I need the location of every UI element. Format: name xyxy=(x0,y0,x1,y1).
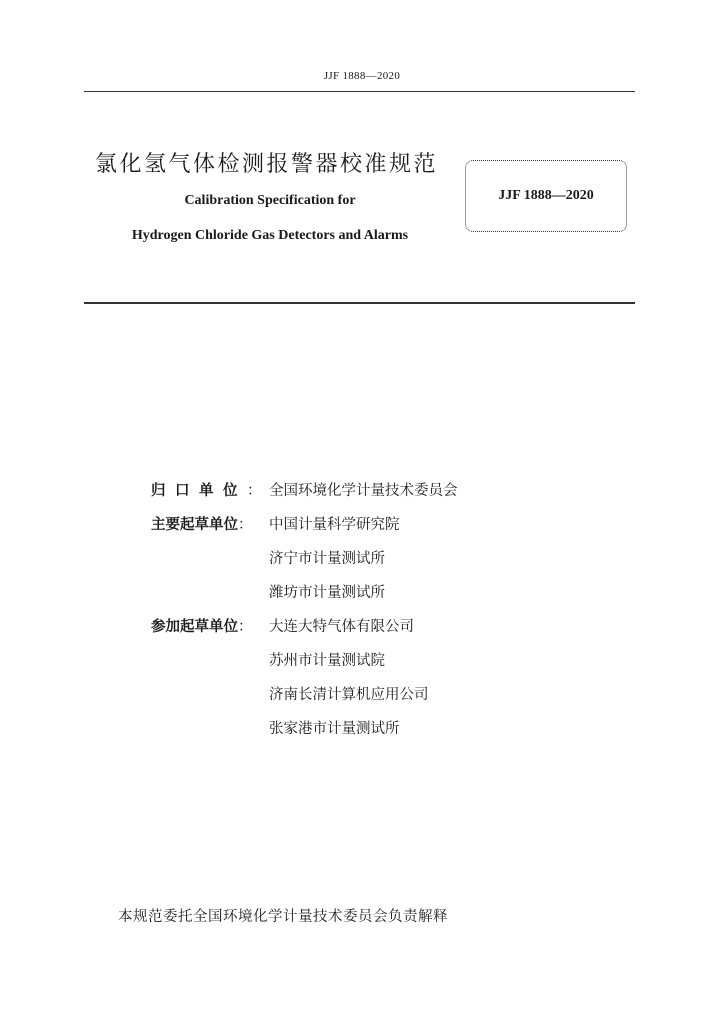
participating-unit-value: 大连大特气体有限公司 xyxy=(269,619,414,635)
header-standard-code: JJF 1888—2020 xyxy=(323,70,401,82)
title-divider xyxy=(84,302,635,304)
header-divider xyxy=(84,91,635,92)
chinese-title: 氯化氢气体检测报警器校准规范 xyxy=(95,152,439,177)
english-title-line-1: Calibration Specification for xyxy=(184,193,356,208)
main-drafting-unit-value: 中国计量科学研究院 xyxy=(269,517,400,533)
english-title-line-2: Hydrogen Chloride Gas Detectors and Alarms xyxy=(131,228,409,243)
responsible-unit-value: 全国环境化学计量技术委员会 xyxy=(269,483,458,499)
main-drafting-unit-label: 主要起草单位： xyxy=(151,517,253,533)
participating-unit-value: 苏州市计量测试院 xyxy=(269,653,385,669)
participating-unit-value: 济南长清计算机应用公司 xyxy=(269,687,429,703)
standard-code-box: JJF 1888—2020 xyxy=(465,160,627,232)
participating-unit-value: 张家港市计量测试所 xyxy=(269,721,400,737)
interpretation-note: 本规范委托全国环境化学计量技术委员会负责解释 xyxy=(118,909,448,925)
main-drafting-unit-value: 潍坊市计量测试所 xyxy=(269,585,385,601)
participating-unit-label: 参加起草单位： xyxy=(151,619,253,635)
responsible-unit-label: 归口单位： xyxy=(151,483,262,499)
main-drafting-unit-value: 济宁市计量测试所 xyxy=(269,551,385,567)
